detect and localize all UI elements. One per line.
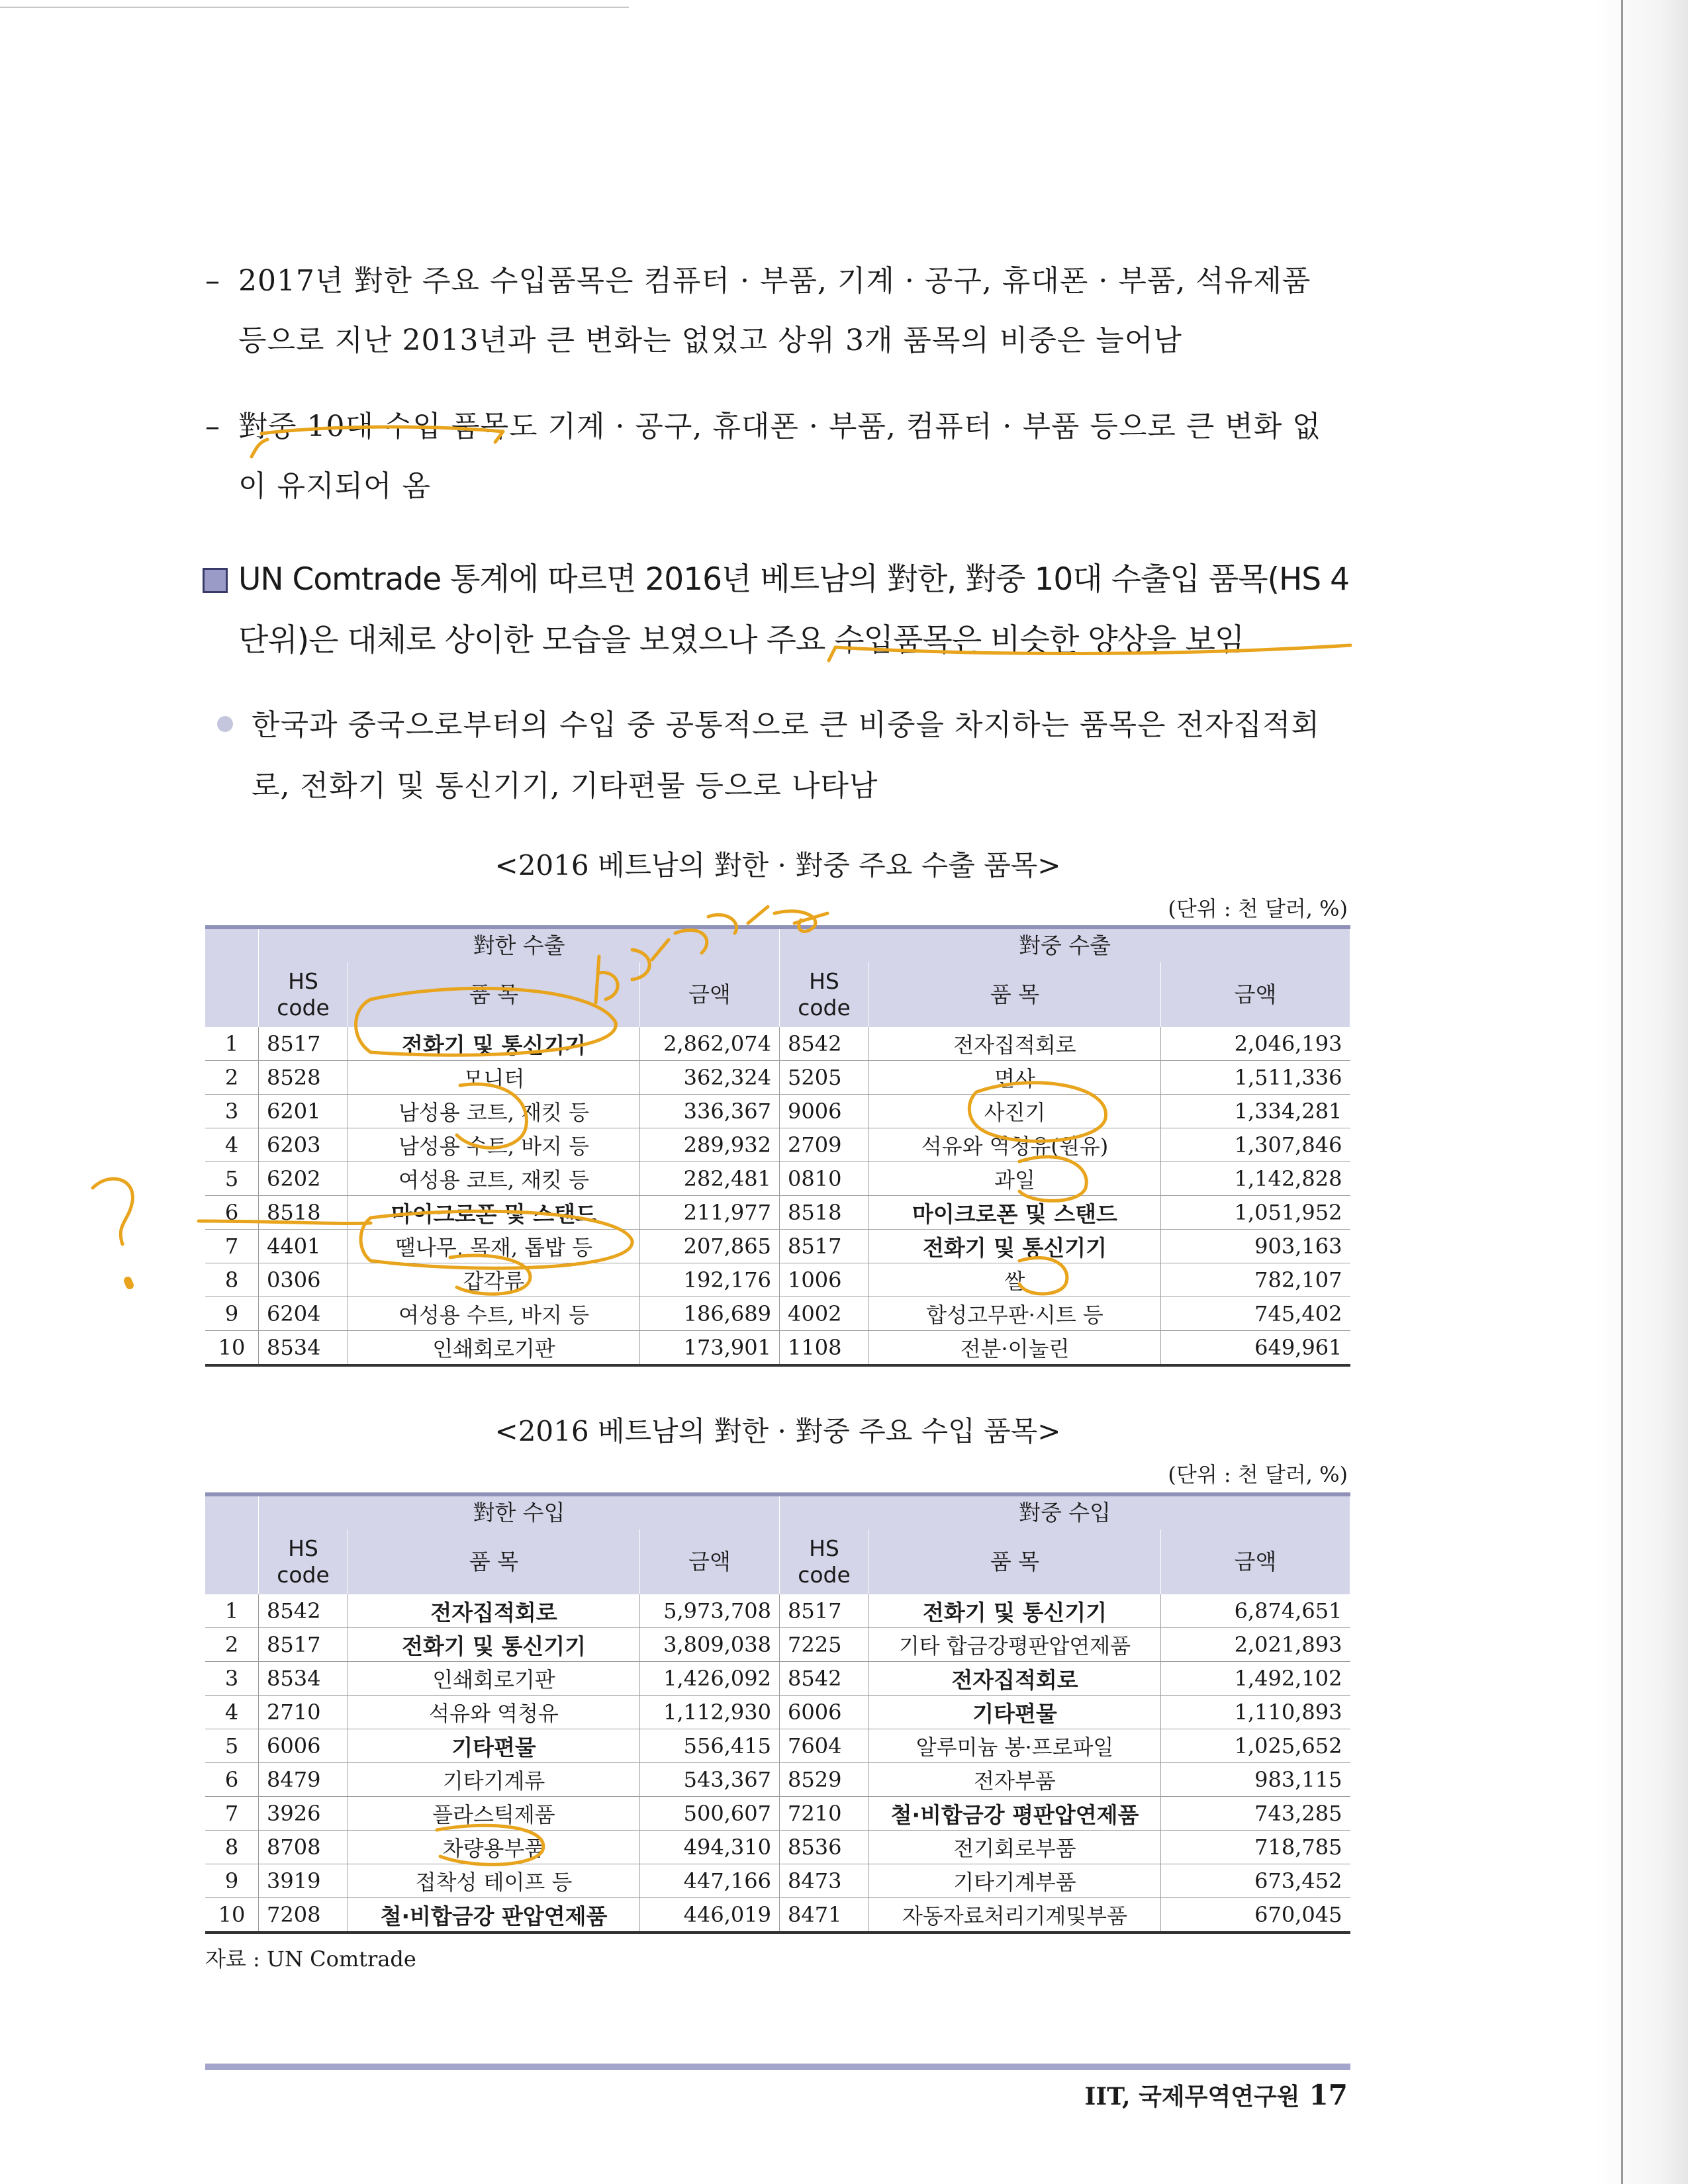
paragraph-text: 2017년 對한 주요 수입품목은 컴퓨터 · 부품, 기계 · 공구, 휴대폰 · 부품, 석유제품 등으로 지난 2013년과 큰 변화는 없었고 상위 3개 품목의 비중은 늘어남: [238, 264, 1311, 357]
hs-code-header: HS code: [780, 1529, 869, 1594]
hs-code-cell: 8542: [780, 1662, 869, 1696]
hs-code-cell: 0810: [780, 1162, 869, 1196]
item-cell: 접착성 테이프 등: [348, 1864, 640, 1898]
rank-cell: 9: [205, 1297, 259, 1331]
hs-code-cell: 8534: [259, 1331, 348, 1366]
amount-cell: 207,865: [640, 1230, 780, 1263]
hs-code-cell: 7210: [780, 1797, 869, 1831]
bracket-annotation: [252, 439, 267, 457]
hs-code-cell: 8542: [259, 1594, 348, 1628]
hs-code-cell: 2710: [259, 1696, 348, 1729]
dash-marker: –: [205, 264, 220, 298]
amount-cell: 1,142,828: [1161, 1162, 1350, 1196]
item-header: 품 목: [869, 962, 1161, 1027]
amount-cell: 1,511,336: [1161, 1061, 1350, 1095]
table1-caption: <2016 베트남의 對한 · 對중 주요 수출 품목>: [494, 849, 1061, 882]
amount-cell: 718,785: [1161, 1831, 1350, 1864]
rank-cell: 7: [205, 1230, 259, 1263]
source-note: 자료 : UN Comtrade: [205, 1946, 416, 1972]
hs-code-cell: 1006: [780, 1263, 869, 1297]
item-cell: 마이크로폰 및 스탠드: [348, 1196, 640, 1230]
bullet-text: 한국과 중국으로부터의 수입 중 공통적으로 큰 비중을 차지하는 품목은 전자집적회로, 전화기 및 통신기기, 기타편물 등으로 나타남: [252, 708, 1321, 803]
dash-marker: –: [205, 410, 220, 443]
item-cell: 인쇄회로기판: [348, 1331, 640, 1366]
amount-header: 금액: [640, 962, 780, 1027]
hs-code-header: HS code: [259, 1529, 348, 1594]
item-cell: 땔나무, 목재, 톱밥 등: [348, 1230, 640, 1263]
page-number: 17: [1309, 2079, 1348, 2111]
amount-cell: 745,402: [1161, 1297, 1350, 1331]
amount-cell: 1,025,652: [1161, 1729, 1350, 1763]
item-cell: 알루미늄 봉·프로파일: [869, 1729, 1161, 1763]
amount-cell: 447,166: [640, 1864, 780, 1898]
hs-code-cell: 6204: [259, 1297, 348, 1331]
amount-cell: 192,176: [640, 1263, 780, 1297]
china-import-group-header: 對중 수입: [780, 1494, 1350, 1529]
item-cell: 철·비합금강 판압연제품: [348, 1898, 640, 1933]
hs-code-cell: 8518: [259, 1196, 348, 1230]
hs-code-cell: 7604: [780, 1729, 869, 1763]
hs-code-cell: 9006: [780, 1095, 869, 1128]
item-cell: 기타기계류: [348, 1763, 640, 1797]
table2-caption: <2016 베트남의 對한 · 對중 주요 수입 품목>: [494, 1415, 1061, 1447]
amount-cell: 1,334,281: [1161, 1095, 1350, 1128]
hs-code-cell: 4002: [780, 1297, 869, 1331]
hs-code-cell: 6006: [259, 1729, 348, 1763]
item-cell: 철·비합금강 평판압연제품: [869, 1797, 1161, 1831]
hs-code-cell: 8534: [259, 1662, 348, 1696]
item-cell: 인쇄회로기판: [348, 1662, 640, 1696]
item-cell: 전화기 및 통신기기: [348, 1027, 640, 1061]
item-cell: 전자부품: [869, 1763, 1161, 1797]
rank-cell: 10: [205, 1898, 259, 1933]
item-cell: 여성용 코트, 재킷 등: [348, 1162, 640, 1196]
question-mark-icon: [128, 1281, 130, 1285]
rank-cell: 6: [205, 1763, 259, 1797]
hs-code-cell: 1108: [780, 1331, 869, 1366]
hs-code-cell: 5205: [780, 1061, 869, 1095]
amount-cell: 743,285: [1161, 1797, 1350, 1831]
rank-cell: 1: [205, 1594, 259, 1628]
rank-cell: 4: [205, 1128, 259, 1162]
section-text: UN Comtrade 통계에 따르면 2016년 베트남의 對한, 對중 10대 수출입 품목(HS 4단위)은 대체로 상이한 모습을 보였으나 주요 수입품목은 비슷한 양상을 보임: [238, 561, 1349, 659]
hs-code-cell: 3919: [259, 1864, 348, 1898]
item-cell: 여성용 수트, 바지 등: [348, 1297, 640, 1331]
hs-code-cell: 6201: [259, 1095, 348, 1128]
hs-code-cell: 0306: [259, 1263, 348, 1297]
item-cell: 남성용 수트, 바지 등: [348, 1128, 640, 1162]
hs-code-cell: 6203: [259, 1128, 348, 1162]
item-cell: 기타편물: [869, 1696, 1161, 1729]
strike-annotation: [261, 427, 503, 442]
rank-cell: 4: [205, 1696, 259, 1729]
item-cell: 전화기 및 통신기기: [348, 1628, 640, 1662]
item-cell: 전자집적회로: [348, 1594, 640, 1628]
circle-annotation: [1019, 1157, 1086, 1201]
item-cell: 자동자료처리기계및부품: [869, 1898, 1161, 1933]
hs-code-header: HS code: [259, 962, 348, 1027]
rank-cell: 2: [205, 1628, 259, 1662]
rank-cell: 5: [205, 1729, 259, 1763]
rank-cell: 5: [205, 1162, 259, 1196]
item-cell: 사진기: [869, 1095, 1161, 1128]
paragraph-text: 對중 10대 수입 품목도 기계 · 공구, 휴대폰 · 부품, 컴퓨터 · 부품 등으로 큰 변화 없이 유지되어 옴: [238, 410, 1321, 503]
hs-code-cell: 8518: [780, 1196, 869, 1230]
item-cell: 면사: [869, 1061, 1161, 1095]
item-header: 품 목: [348, 962, 640, 1027]
hs-code-cell: 8517: [780, 1594, 869, 1628]
hs-code-cell: 3926: [259, 1797, 348, 1831]
item-cell: 기타기계부품: [869, 1864, 1161, 1898]
circle-annotation: [356, 988, 616, 1055]
item-cell: 전자집적회로: [869, 1662, 1161, 1696]
amount-cell: 289,932: [640, 1128, 780, 1162]
amount-cell: 903,163: [1161, 1230, 1350, 1263]
item-header: 품 목: [869, 1529, 1161, 1594]
amount-cell: 782,107: [1161, 1263, 1350, 1297]
rank-cell: 3: [205, 1095, 259, 1128]
item-cell: 남성용 코트, 재킷 등: [348, 1095, 640, 1128]
item-cell: 합성고무판·시트 등: [869, 1297, 1161, 1331]
circle-annotation: [1019, 1257, 1067, 1294]
amount-cell: 494,310: [640, 1831, 780, 1864]
hs-code-cell: 8471: [780, 1898, 869, 1933]
hs-code-cell: 8542: [780, 1027, 869, 1061]
amount-cell: 336,367: [640, 1095, 780, 1128]
item-header: 품 목: [348, 1529, 640, 1594]
rank-cell: 10: [205, 1331, 259, 1366]
rank-cell: 1: [205, 1027, 259, 1061]
hs-code-cell: 8517: [259, 1027, 348, 1061]
hs-code-cell: 8517: [259, 1628, 348, 1662]
circle-annotation: [969, 1083, 1105, 1141]
hs-code-cell: 7208: [259, 1898, 348, 1933]
circle-annotation: [437, 1825, 543, 1864]
amount-cell: 446,019: [640, 1898, 780, 1933]
amount-cell: 673,452: [1161, 1864, 1350, 1898]
amount-cell: 173,901: [640, 1331, 780, 1366]
hs-code-cell: 2709: [780, 1128, 869, 1162]
korean-handwriting-annotation: [596, 907, 827, 1003]
publisher-name: IIT, 국제무역연구원: [1084, 2083, 1300, 2111]
item-cell: 과일: [869, 1162, 1161, 1196]
amount-header: 금액: [1161, 1529, 1350, 1594]
item-cell: 마이크로폰 및 스탠드: [869, 1196, 1161, 1230]
underline-annotation: [835, 645, 1350, 653]
item-cell: 갑각류: [348, 1263, 640, 1297]
amount-cell: 983,115: [1161, 1763, 1350, 1797]
amount-cell: 211,977: [640, 1196, 780, 1230]
hs-code-cell: 8517: [780, 1230, 869, 1263]
table1-unit: (단위 : 천 달러, %): [1168, 896, 1348, 921]
item-cell: 쌀: [869, 1263, 1161, 1297]
rank-cell: 6: [205, 1196, 259, 1230]
item-cell: 플라스틱제품: [348, 1797, 640, 1831]
amount-cell: 500,607: [640, 1797, 780, 1831]
item-cell: 석유와 역청유(원유): [869, 1128, 1161, 1162]
hs-code-cell: 8479: [259, 1763, 348, 1797]
hs-code-cell: 6202: [259, 1162, 348, 1196]
underline-tick-annotation: [829, 647, 835, 660]
amount-cell: 1,110,893: [1161, 1696, 1350, 1729]
amount-cell: 649,961: [1161, 1331, 1350, 1366]
rank-cell: 8: [205, 1831, 259, 1864]
amount-cell: 6,874,651: [1161, 1594, 1350, 1628]
question-mark-icon: [93, 1179, 132, 1244]
hs-code-cell: 8529: [780, 1763, 869, 1797]
item-cell: 전화기 및 통신기기: [869, 1594, 1161, 1628]
circle-annotation: [450, 1255, 530, 1294]
item-cell: 전기회로부품: [869, 1831, 1161, 1864]
item-cell: 전자집적회로: [869, 1027, 1161, 1061]
item-cell: 석유와 역청유: [348, 1696, 640, 1729]
china-export-group-header: 對중 수출: [780, 927, 1350, 962]
amount-cell: 1,051,952: [1161, 1196, 1350, 1230]
korea-export-group-header: 對한 수출: [259, 927, 780, 962]
amount-cell: 2,046,193: [1161, 1027, 1350, 1061]
table2-unit: (단위 : 천 달러, %): [1168, 1462, 1348, 1487]
amount-cell: 2,021,893: [1161, 1628, 1350, 1662]
amount-cell: 2,862,074: [640, 1027, 780, 1061]
amount-cell: 1,426,092: [640, 1662, 780, 1696]
amount-cell: 543,367: [640, 1763, 780, 1797]
amount-cell: 3,809,038: [640, 1628, 780, 1662]
item-cell: 모니터: [348, 1061, 640, 1095]
hs-code-cell: 4401: [259, 1230, 348, 1263]
amount-cell: 1,307,846: [1161, 1128, 1350, 1162]
amount-header: 금액: [1161, 962, 1350, 1027]
hs-code-cell: 8528: [259, 1061, 348, 1095]
underline-annotation: [199, 1221, 371, 1223]
rank-cell: 2: [205, 1061, 259, 1095]
amount-cell: 186,689: [640, 1297, 780, 1331]
amount-cell: 1,112,930: [640, 1696, 780, 1729]
hs-code-header: HS code: [780, 962, 869, 1027]
item-cell: 전화기 및 통신기기: [869, 1230, 1161, 1263]
item-cell: 기타편물: [348, 1729, 640, 1763]
hs-code-cell: 7225: [780, 1628, 869, 1662]
item-cell: 기타 합금강평판압연제품: [869, 1628, 1161, 1662]
amount-cell: 1,492,102: [1161, 1662, 1350, 1696]
hs-code-cell: 8536: [780, 1831, 869, 1864]
korea-import-group-header: 對한 수입: [259, 1494, 780, 1529]
amount-header: 금액: [640, 1529, 780, 1594]
amount-cell: 5,973,708: [640, 1594, 780, 1628]
item-cell: 전분·이눌린: [869, 1331, 1161, 1366]
item-cell: 차량용부품: [348, 1831, 640, 1864]
rank-cell: 7: [205, 1797, 259, 1831]
hs-code-cell: 8473: [780, 1864, 869, 1898]
amount-cell: 556,415: [640, 1729, 780, 1763]
amount-cell: 670,045: [1161, 1898, 1350, 1933]
amount-cell: 362,324: [640, 1061, 780, 1095]
hs-code-cell: 6006: [780, 1696, 869, 1729]
amount-cell: 282,481: [640, 1162, 780, 1196]
hs-code-cell: 8708: [259, 1831, 348, 1864]
circle-annotation: [361, 1211, 632, 1268]
circle-annotation: [457, 1084, 526, 1148]
rank-cell: 9: [205, 1864, 259, 1898]
rank-cell: 8: [205, 1263, 259, 1297]
rank-cell: 3: [205, 1662, 259, 1696]
